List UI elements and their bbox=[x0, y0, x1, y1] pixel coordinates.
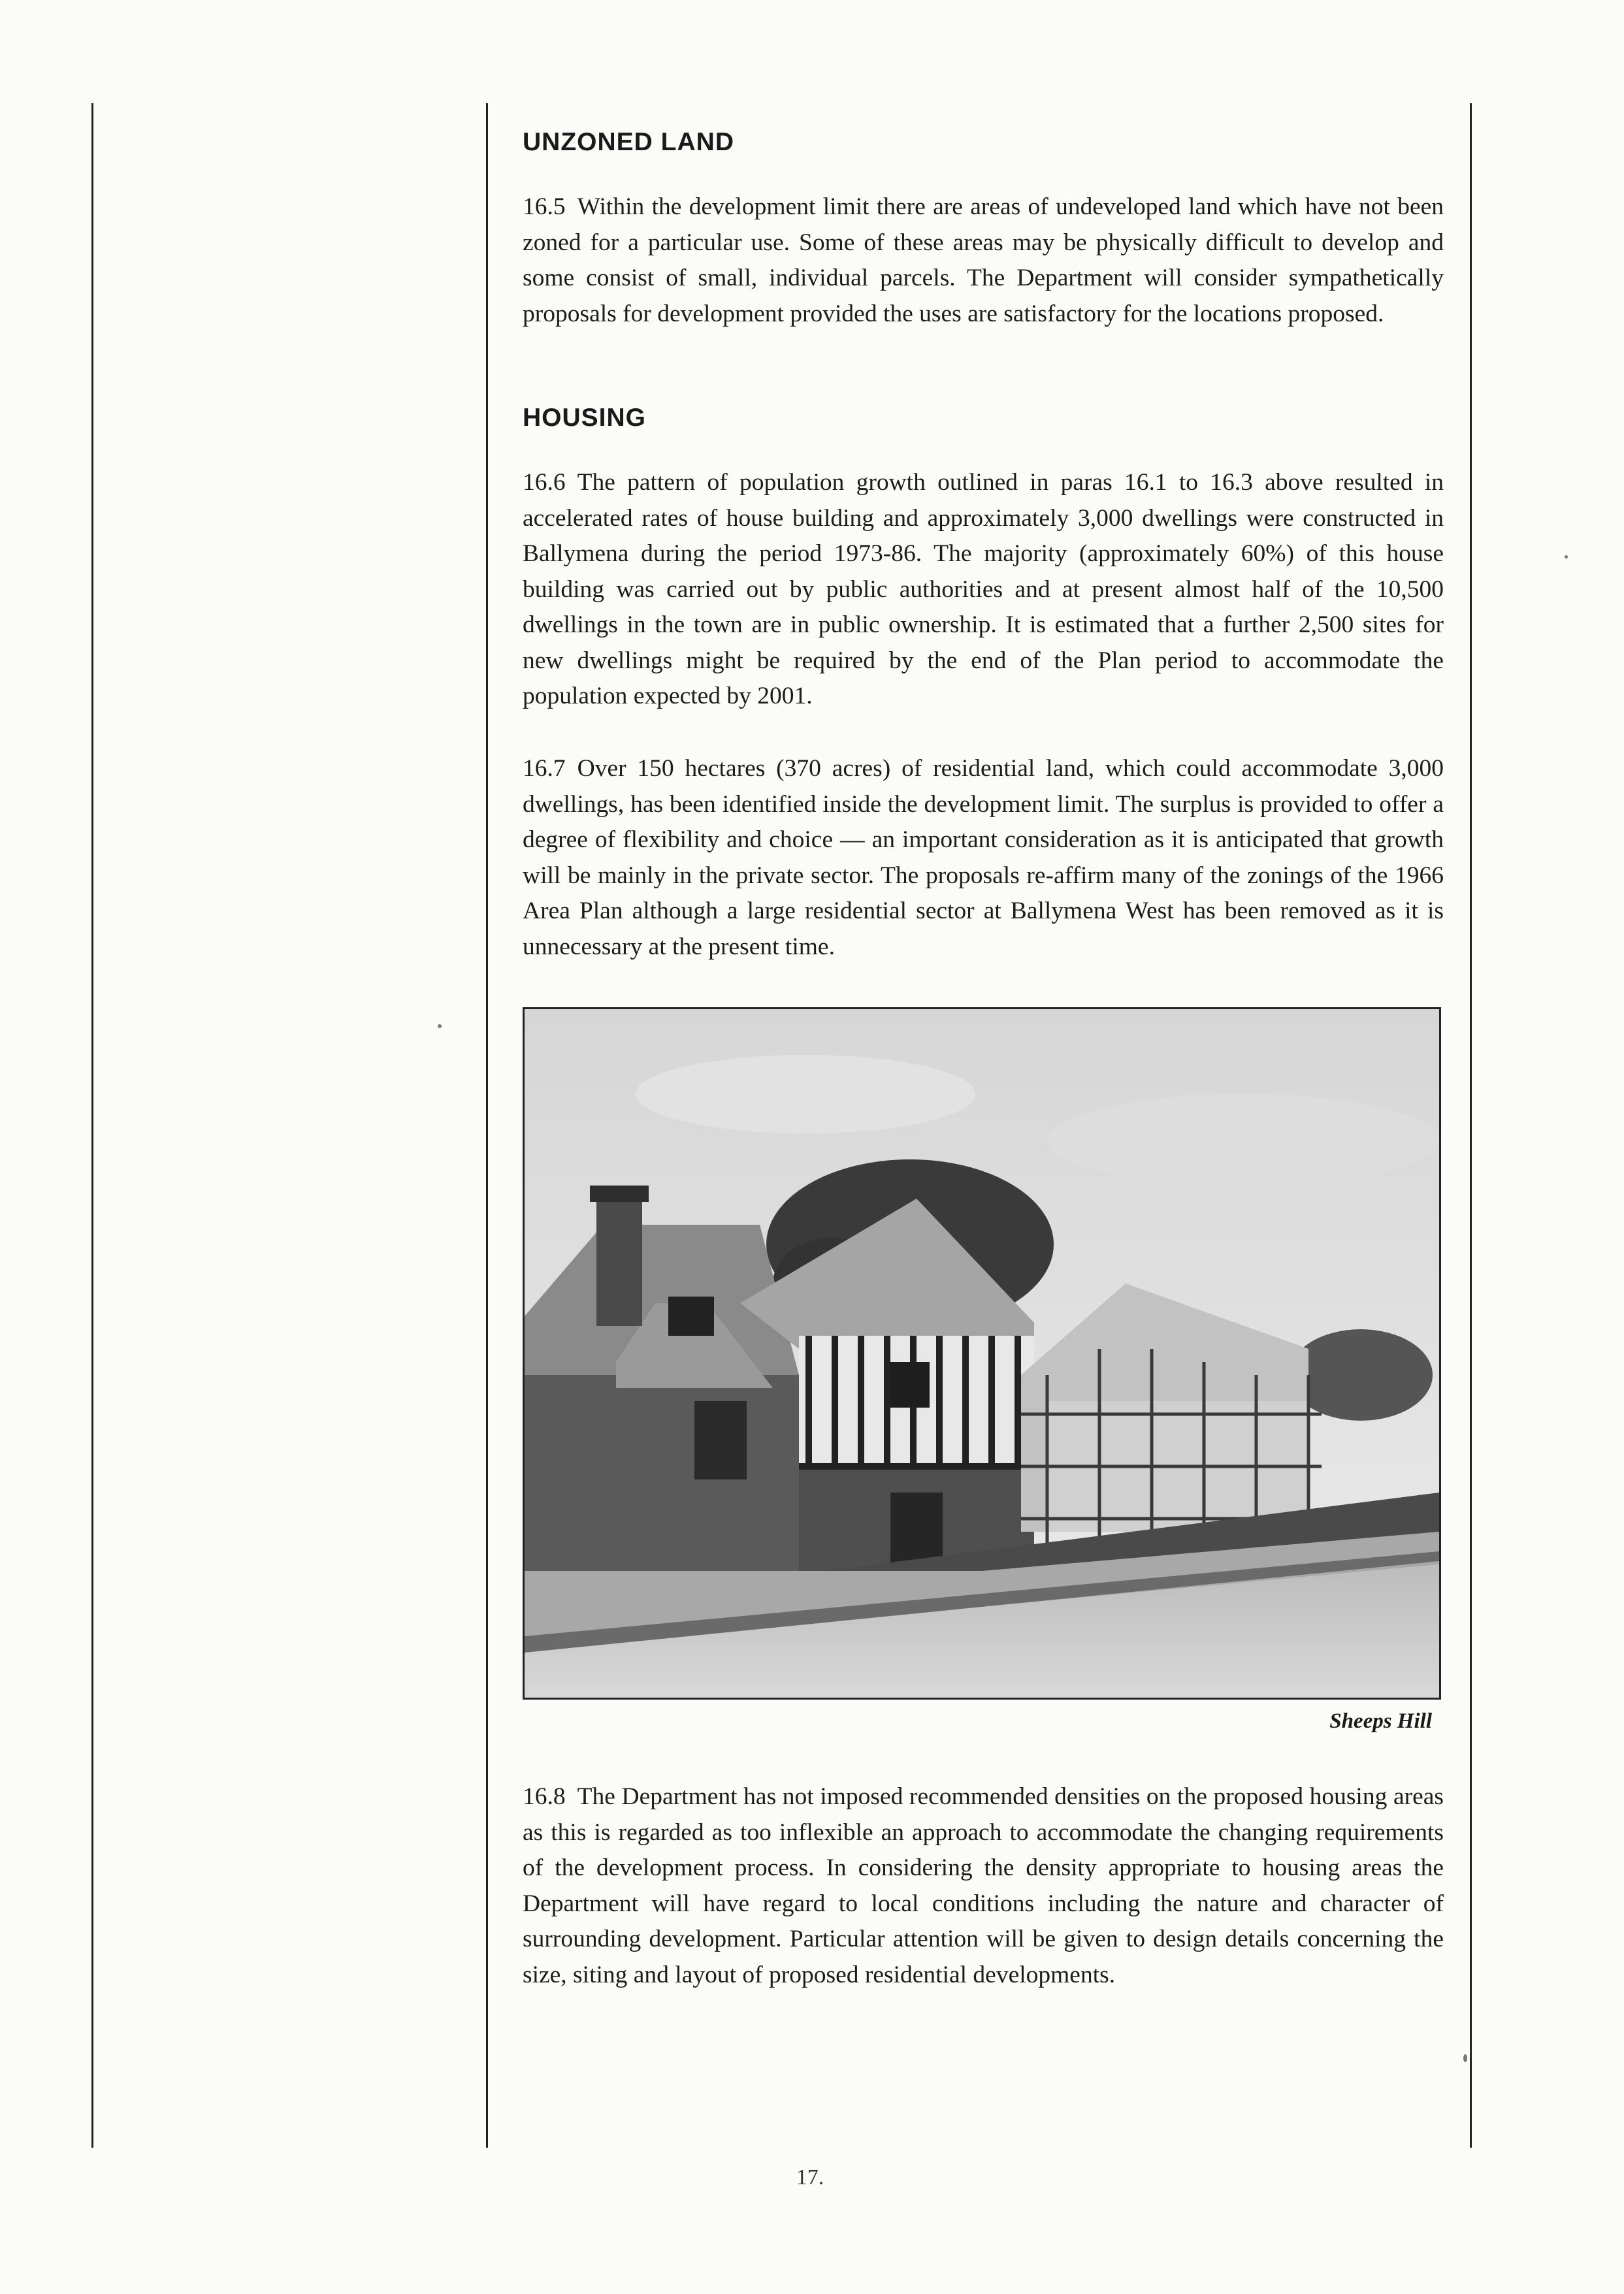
paragraph-text: The Department has not imposed recommended densities on the proposed housing areas as this is regarded as too inflexible an approach to accommodate the changing requirements of the development process. In considering the density appropriate to housing areas the Department will have regard to local conditions including the nature and character of surrounding development. Particular attention will be given to design details concerning the size, siting and layout of proposed residential developments. bbox=[523, 1783, 1444, 1988]
paragraph-number: 16.5 bbox=[523, 193, 566, 220]
housing-photo-illustration bbox=[525, 1009, 1439, 1698]
paragraph-number: 16.8 bbox=[523, 1783, 566, 1810]
paragraph-16-7 bbox=[523, 751, 1444, 965]
column-divider-rule bbox=[486, 103, 488, 2148]
page-number: 17. bbox=[796, 2165, 824, 2189]
heading-housing: HOUSING bbox=[523, 404, 647, 432]
paragraph-text: Over 150 hectares (370 acres) of residential land, which could accommodate 3,000 dwellings, has been identified inside the development limit. The surplus is provided to offer a degree of flexibility and choice — an important consideration as it is anticipated that growth will be mainly in the private sector. The proposals re-affirm many of the zonings of the 1966 Area Plan although a large residential sector at Ballymena West has been removed as it is unnecessary at the present time. bbox=[523, 755, 1444, 960]
scan-speck bbox=[438, 1024, 442, 1028]
right-margin-rule bbox=[1470, 103, 1472, 2148]
paragraph-number: 16.7 bbox=[523, 755, 566, 782]
housing-photo bbox=[523, 1007, 1441, 1700]
paragraph-16-6 bbox=[523, 465, 1444, 715]
heading-unzoned-land: UNZONED LAND bbox=[523, 128, 734, 156]
left-margin-rule bbox=[91, 103, 93, 2148]
paragraph-text: The pattern of population growth outlined in paras 16.1 to 16.3 above resulted in accelerated rates of house building and approximately 3,000 dwellings were constructed in Ballymena during the period 1973-86. The majority (approximately 60%) of this house building was carried out by public authorities and at present almost half of the 10,500 dwellings in the town are in public ownership. It is estimated that a further 2,500 sites for new dwellings might be required by the end of the Plan period to accommodate the population expected by 2001. bbox=[523, 469, 1444, 709]
photo-caption: Sheeps Hill bbox=[1329, 1709, 1432, 1733]
scan-speck bbox=[1463, 2054, 1467, 2062]
paragraph-text: Within the development limit there are areas of undeveloped land which have not been zoned for a particular use. Some of these areas may be physically difficult to develop and some consist of small, individual parcels. The Department will consider sympathetically proposals for development provided the uses are satisfactory for the locations proposed. bbox=[523, 193, 1444, 327]
paragraph-16-8 bbox=[523, 1779, 1444, 1993]
scan-speck bbox=[1565, 555, 1568, 558]
paragraph-number: 16.6 bbox=[523, 469, 566, 496]
paragraph-16-5 bbox=[523, 189, 1444, 332]
